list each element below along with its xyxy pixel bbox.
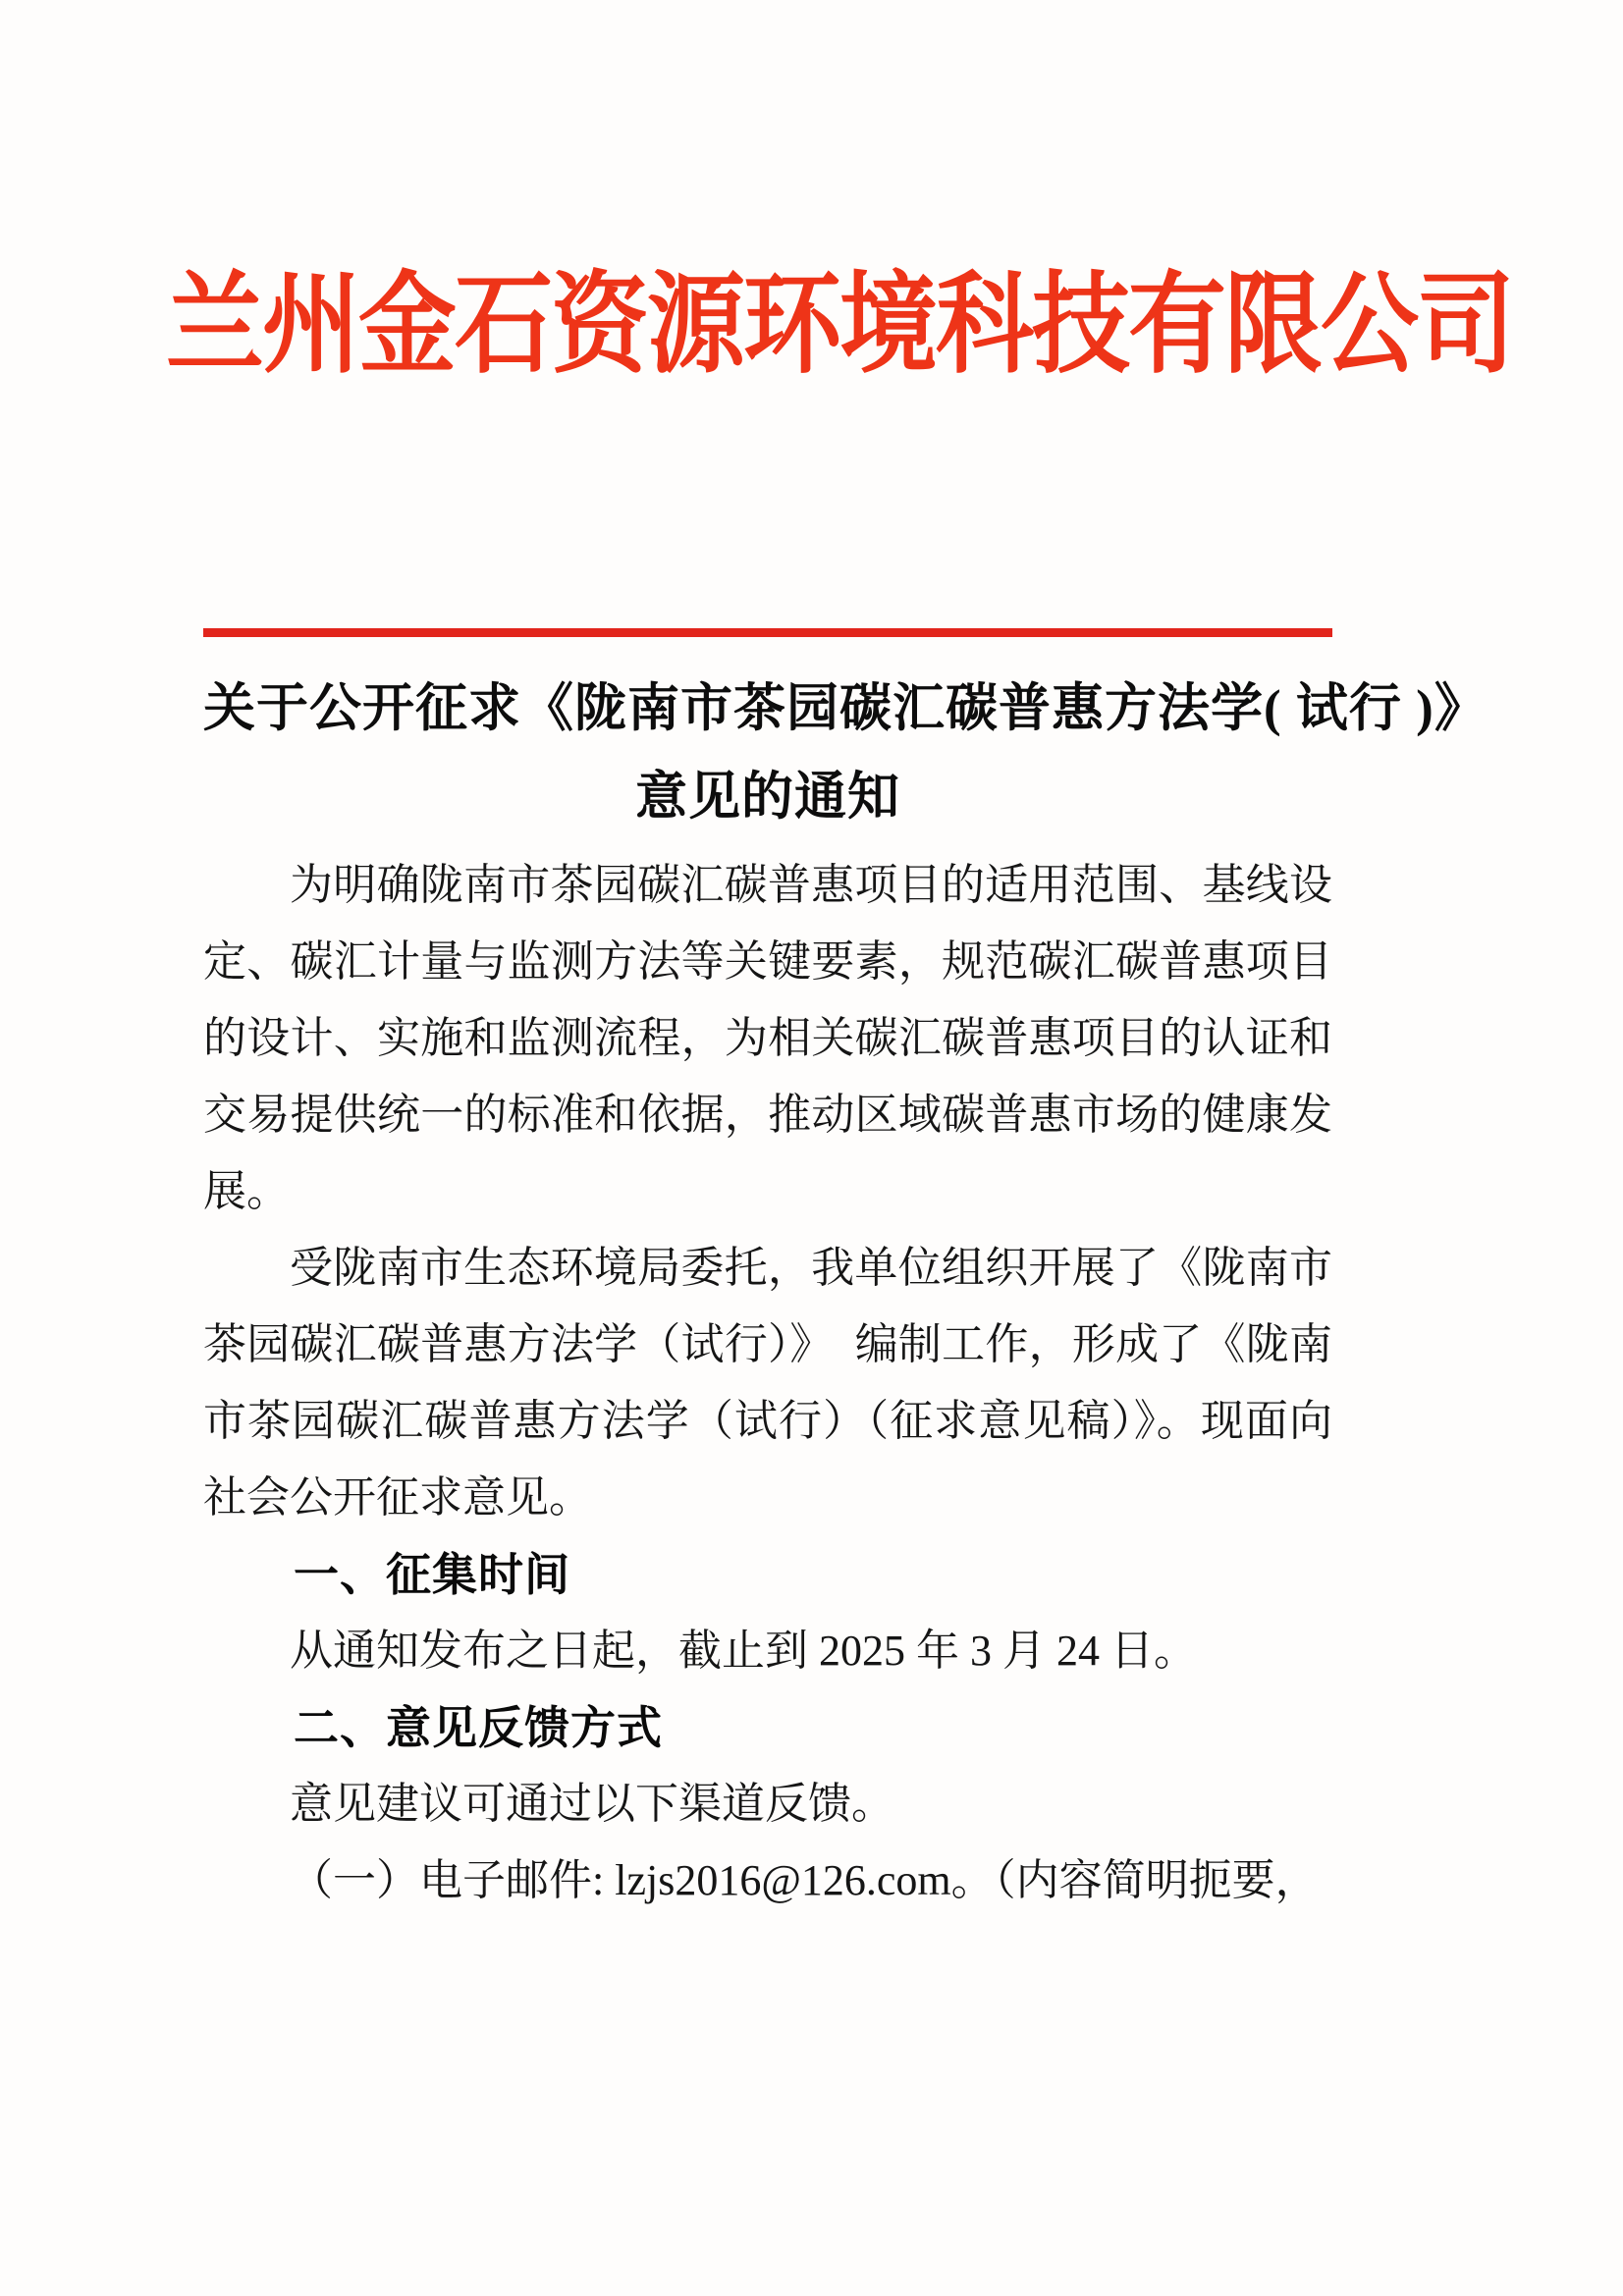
company-letterhead: 兰州金石资源环境科技有限公司	[166, 264, 1513, 387]
notice-title	[203, 665, 1488, 841]
section-heading: 二、意见反馈方式	[294, 1702, 663, 1753]
body-paragraph: （一）电子邮件: lzjs2016@126.com。（内容简明扼要，	[290, 1856, 1319, 1904]
content-column	[0, 247, 1623, 1919]
body-paragraph: 从通知发布之日起，截止到 2025 年 3 月 24 日。	[290, 1627, 1197, 1675]
notice-body	[203, 847, 1332, 1919]
body-paragraph: 意见建议可通过以下渠道反馈。	[290, 1780, 894, 1828]
body-paragraph: 为明确陇南市茶园碳汇碳普惠项目的适用范围、基线设定、碳汇计量与监测方法等关键要素，规范碳汇碳普惠项目的设计、实施和监测流程，为相关碳汇碳普惠项目的认证和交易提供统一的标准和依据，推动区域碳普惠市场的健康发展。	[203, 861, 1332, 1215]
notice-title-line1: 关于公开征求《陇南市茶园碳汇碳普惠方法学( 试行 )》	[203, 680, 1488, 737]
body-paragraph: 受陇南市生态环境局委托，我单位组织开展了《陇南市茶园碳汇碳普惠方法学（试行）》 编制工作，形成了《陇南市茶园碳汇碳普惠方法学（试行）（征求意见稿）》。现面向社会公开征求意见。	[203, 1244, 1332, 1522]
section-heading: 一、征集时间	[294, 1549, 570, 1600]
red-divider-line	[203, 628, 1332, 637]
notice-title-line2: 意见的通知	[635, 769, 900, 826]
